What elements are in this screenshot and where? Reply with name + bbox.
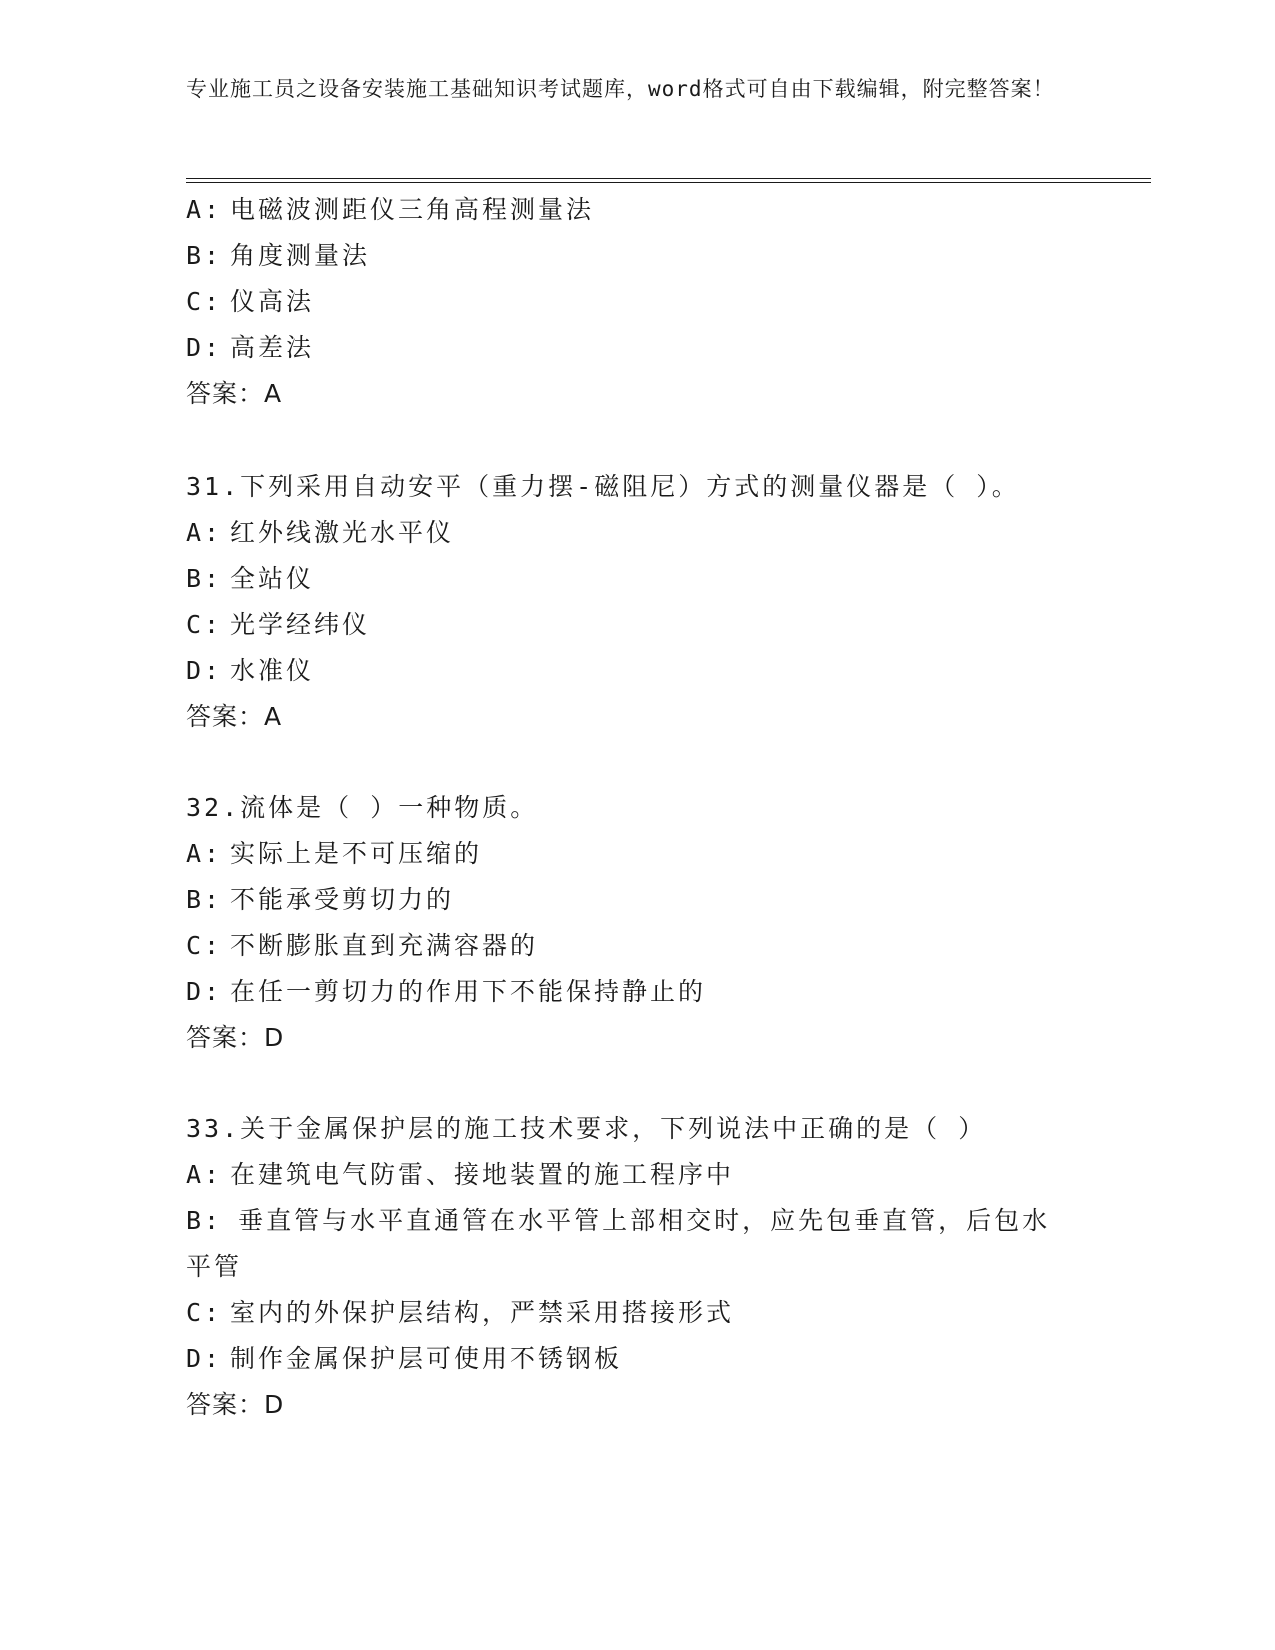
header-divider-top — [186, 178, 1151, 179]
option-b: B: 垂直管与水平直通管在水平管上部相交时，应先包垂直管，后包水平管 — [186, 1206, 1051, 1281]
header-divider-bottom — [186, 182, 1151, 183]
option-a: A: 红外线激光水平仪 — [186, 518, 455, 547]
option-c: C: 不断膨胀直到充满容器的 — [186, 931, 539, 960]
option-a: A: 在建筑电气防雷、接地装置的施工程序中 — [186, 1160, 735, 1189]
option-c: C: 室内的外保护层结构，严禁采用搭接形式 — [186, 1298, 735, 1327]
document-header: 专业施工员之设备安装施工基础知识考试题库，word格式可自由下载编辑，附完整答案！ — [186, 77, 1055, 101]
answer: 答案：A — [186, 702, 283, 731]
question-32 — [186, 785, 1086, 1061]
option-b: B: 不能承受剪切力的 — [186, 885, 455, 914]
question-31 — [186, 464, 1086, 740]
answer: 答案：D — [186, 1023, 285, 1052]
answer: 答案：D — [186, 1390, 285, 1419]
option-b: B: 角度测量法 — [186, 241, 371, 270]
question-30 — [186, 187, 1086, 417]
option-c: C: 光学经纬仪 — [186, 610, 371, 639]
option-b: B: 全站仪 — [186, 564, 315, 593]
option-d: D: 制作金属保护层可使用不锈钢板 — [186, 1344, 623, 1373]
option-a: A: 实际上是不可压缩的 — [186, 839, 483, 868]
option-c: C: 仪高法 — [186, 287, 315, 316]
option-d: D: 水准仪 — [186, 656, 315, 685]
question-text: 33.关于金属保护层的施工技术要求，下列说法中正确的是（ ） — [186, 1114, 987, 1143]
question-text: 31.下列采用自动安平（重力摆-磁阻尼）方式的测量仪器是（ ）。 — [186, 472, 1020, 501]
option-a: A: 电磁波测距仪三角高程测量法 — [186, 195, 595, 224]
option-d: D: 高差法 — [186, 333, 315, 362]
question-text: 32.流体是（ ）一种物质。 — [186, 793, 539, 822]
question-33 — [186, 1106, 1086, 1428]
option-d: D: 在任一剪切力的作用下不能保持静止的 — [186, 977, 707, 1006]
answer: 答案：A — [186, 379, 283, 408]
